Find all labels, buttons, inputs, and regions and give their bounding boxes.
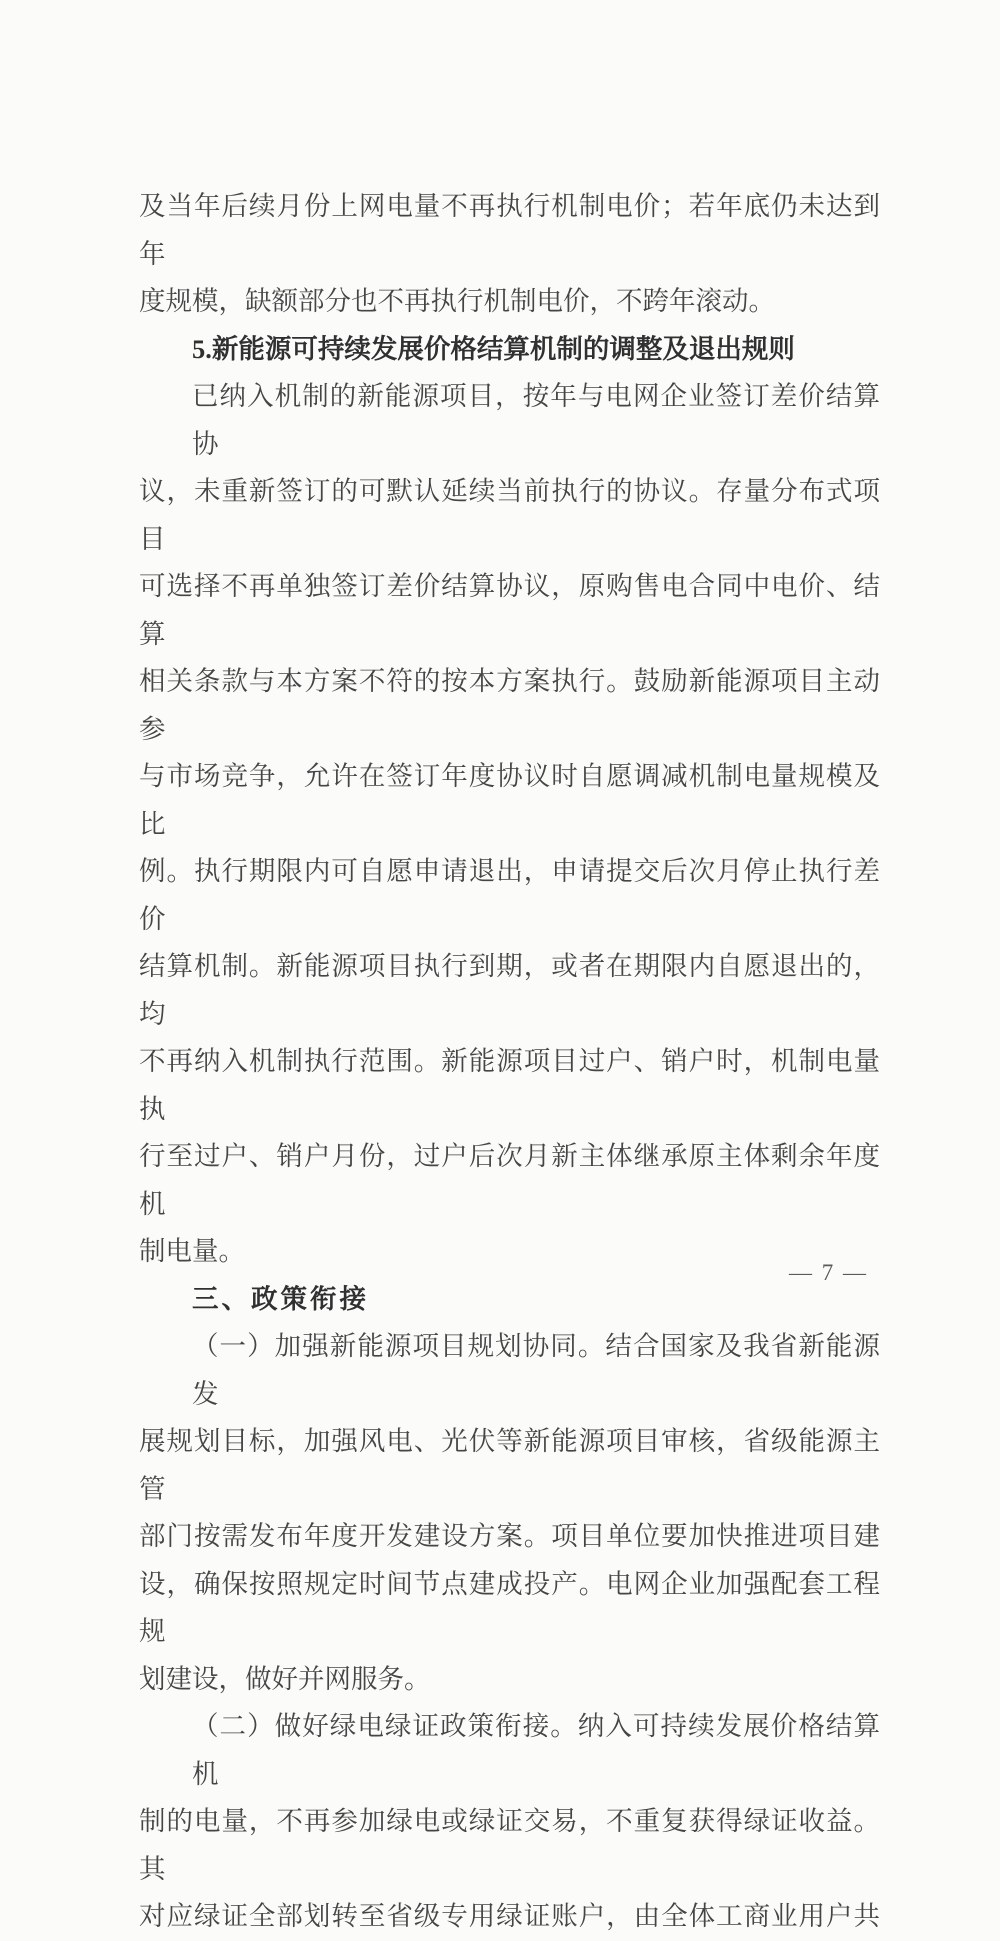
document-line: 展规划目标，加强风电、光伏等新能源项目审核，省级能源主管 bbox=[139, 1426, 880, 1504]
document-line: 结算机制。新能源项目执行到期，或者在期限内自愿退出的，均 bbox=[139, 951, 880, 1029]
document-line: 议，未重新签订的可默认延续当前执行的协议。存量分布式项目 bbox=[139, 476, 880, 554]
document-line: 部门按需发布年度开发建设方案。项目单位要加快推进项目建 bbox=[139, 1521, 880, 1551]
document-line: 例。执行期限内可自愿申请退出，申请提交后次月停止执行差价 bbox=[139, 856, 880, 934]
page-number: — 7 — bbox=[789, 1260, 868, 1285]
document-line: 及当年后续月份上网电量不再执行机制电价；若年底仍未达到年 bbox=[139, 191, 880, 269]
document-line: 对应绿证全部划转至省级专用绿证账户，由全体工商业用户共 bbox=[139, 1901, 880, 1931]
document-line: 相关条款与本方案不符的按本方案执行。鼓励新能源项目主动参 bbox=[139, 666, 880, 744]
document-line: 5.新能源可持续发展价格结算机制的调整及退出规则 bbox=[192, 333, 795, 364]
document-line: 制电量。 bbox=[139, 1236, 245, 1266]
document-line: 已纳入机制的新能源项目，按年与电网企业签订差价结算协 bbox=[192, 381, 880, 459]
document-text-block bbox=[139, 183, 880, 1941]
document-line: 可选择不再单独签订差价结算协议，原购售电合同中电价、结算 bbox=[139, 571, 880, 649]
document-line: 行至过户、销户月份，过户后次月新主体继承原主体剩余年度机 bbox=[139, 1141, 880, 1219]
document-line: 三、政策衔接 bbox=[192, 1283, 369, 1314]
document-line: 与市场竞争，允许在签订年度协议时自愿调减机制电量规模及比 bbox=[139, 761, 880, 839]
document-line: 设，确保按照规定时间节点建成投产。电网企业加强配套工程规 bbox=[139, 1568, 880, 1646]
document-line: 制的电量，不再参加绿电或绿证交易，不重复获得绿证收益。其 bbox=[139, 1806, 880, 1884]
document-line: （一）加强新能源项目规划协同。结合国家及我省新能源发 bbox=[192, 1331, 880, 1409]
document-line: 划建设，做好并网服务。 bbox=[139, 1663, 431, 1694]
document-line: 不再纳入机制执行范围。新能源项目过户、销户时，机制电量执 bbox=[139, 1046, 880, 1124]
document-line: 度规模，缺额部分也不再执行机制电价，不跨年滚动。 bbox=[139, 286, 775, 316]
document-line: （二）做好绿电绿证政策衔接。纳入可持续发展价格结算机 bbox=[192, 1711, 880, 1789]
